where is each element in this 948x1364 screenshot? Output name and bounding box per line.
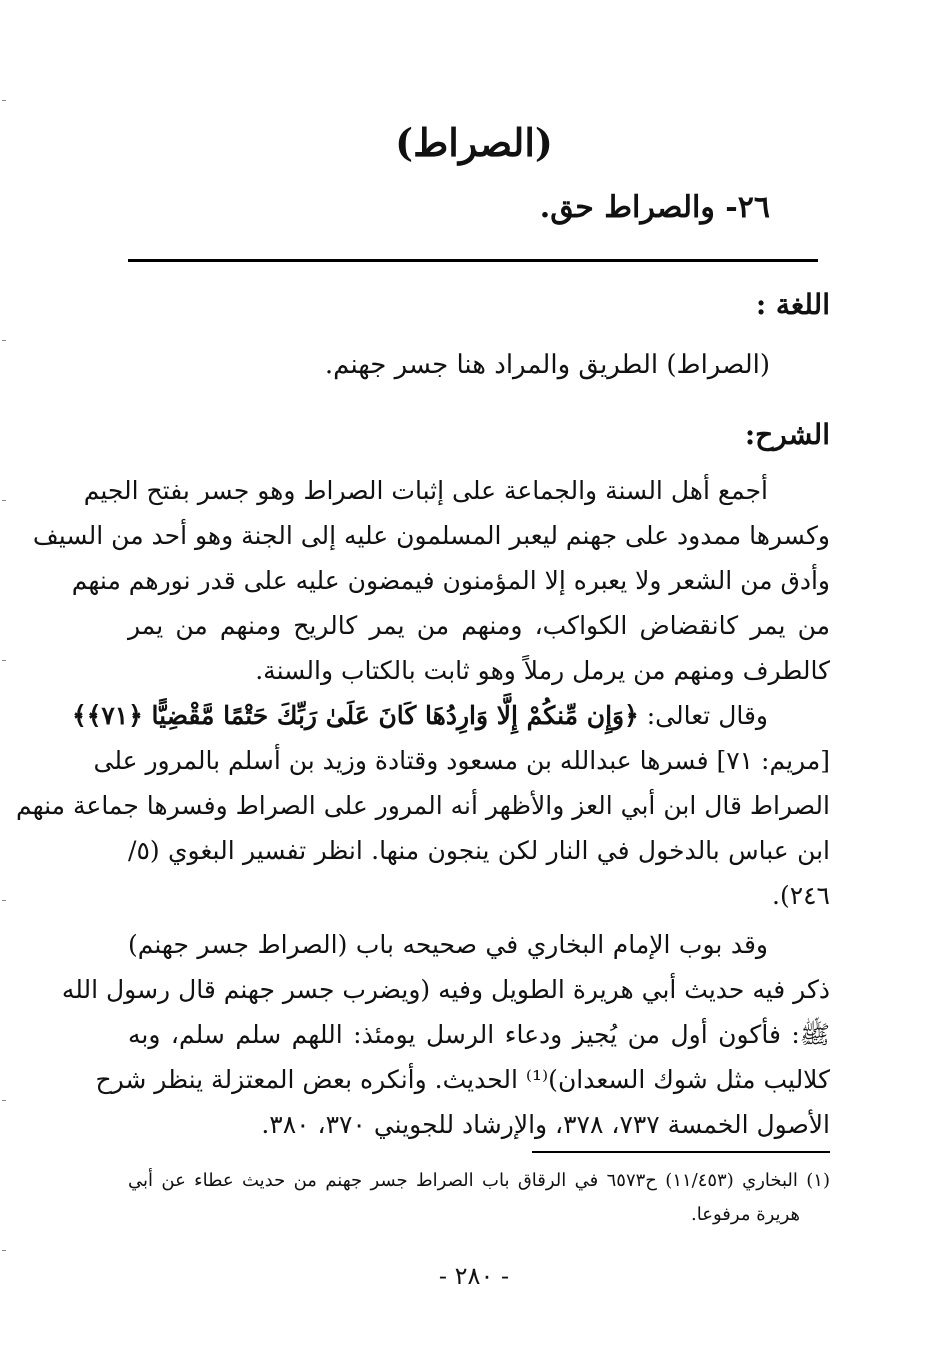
page-title: (الصراط) [395, 120, 553, 165]
text-line: أجمع أهل السنة والجماعة على إثبات الصراط وهو جسر بفتح الجيم [83, 476, 768, 505]
language-definition: (الصراط) الطريق والمراد هنا جسر جهنم. [324, 350, 770, 380]
text-line: وأدق من الشعر ولا يعبره إلا المؤمنون فيمضون عليه على قدر نورهم منهم [71, 566, 830, 595]
language-heading: اللغة : [755, 288, 830, 321]
quran-verse: ﴿وَإِن مِّنكُمْ إِلَّا وَارِدُهَا كَانَ عَلَىٰ رَبِّكَ حَتْمًا مَّقْضِيًّا ﴿٧١﴾﴾ [72, 701, 639, 730]
text-line: ذكر فيه حديث أبي هريرة الطويل وفيه (ويضرب جسر جهنم قال رسول الله [61, 975, 830, 1004]
scan-margin-marks [2, 0, 8, 1364]
explanation-heading: الشرح: [744, 418, 830, 451]
header-divider [128, 259, 818, 262]
verse-line [72, 693, 830, 738]
verse-intro: وقال تعالى: [646, 701, 768, 730]
page-number: - ٢٨٠ - [438, 1262, 510, 1290]
text-line: الصراط قال ابن أبي العز والأظهر أنه المرور على الصراط وفسرها جماعة منهم [15, 791, 830, 820]
text-line: الأصول الخمسة ٧٣٧، ٣٧٨، والإرشاد للجويني ٣٧٠، ٣٨٠. [261, 1110, 830, 1139]
text-line: وقد بوب الإمام البخاري في صحيحه باب (الصراط جسر جهنم) [128, 930, 768, 959]
footnote-line: هريرة مرفوعا. [691, 1204, 800, 1225]
text-line: وكسرها ممدود على جهنم ليعبر المسلمون عليه إلى الجنة وهو أحد من السيف [32, 521, 830, 550]
creed-statement: ٢٦- والصراط حق. [539, 190, 770, 225]
text-line: كالطرف ومنهم من يرمل رملاً وهو ثابت بالكتاب والسنة. [255, 656, 830, 685]
text-line: ابن عباس بالدخول في النار لكن ينجون منها. انظر تفسير البغوي (٥/ [128, 836, 830, 865]
text-line: [مريم: ٧١] فسرها عبدالله بن مسعود وقتادة وزيد بن أسلم بالمرور على [93, 746, 830, 775]
footnote [128, 1164, 830, 1232]
explanation-paragraph-2 [61, 922, 830, 1147]
footnote-line: (١) البخاري (١١/٤٥٣) ح٦٥٧٣ في الرقاق باب الصراط جسر جهنم من حديث عطاء عن أبي [128, 1170, 830, 1191]
text-line: من يمر كانقضاض الكواكب، ومنهم من يمر كالريح ومنهم من يمر [128, 611, 830, 640]
explanation-paragraph-1 [15, 468, 830, 918]
text-line: ﷺ: فأكون أول من يُجيز ودعاء الرسل يومئذ: اللهم سلم سلم، وبه [128, 1020, 830, 1049]
text-line: ٢٤٦). [772, 881, 830, 910]
footnote-divider [532, 1151, 830, 1153]
text-line: كلاليب مثل شوك السعدان)⁽¹⁾ الحديث. وأنكره بعض المعتزلة ينظر شرح [95, 1065, 830, 1094]
